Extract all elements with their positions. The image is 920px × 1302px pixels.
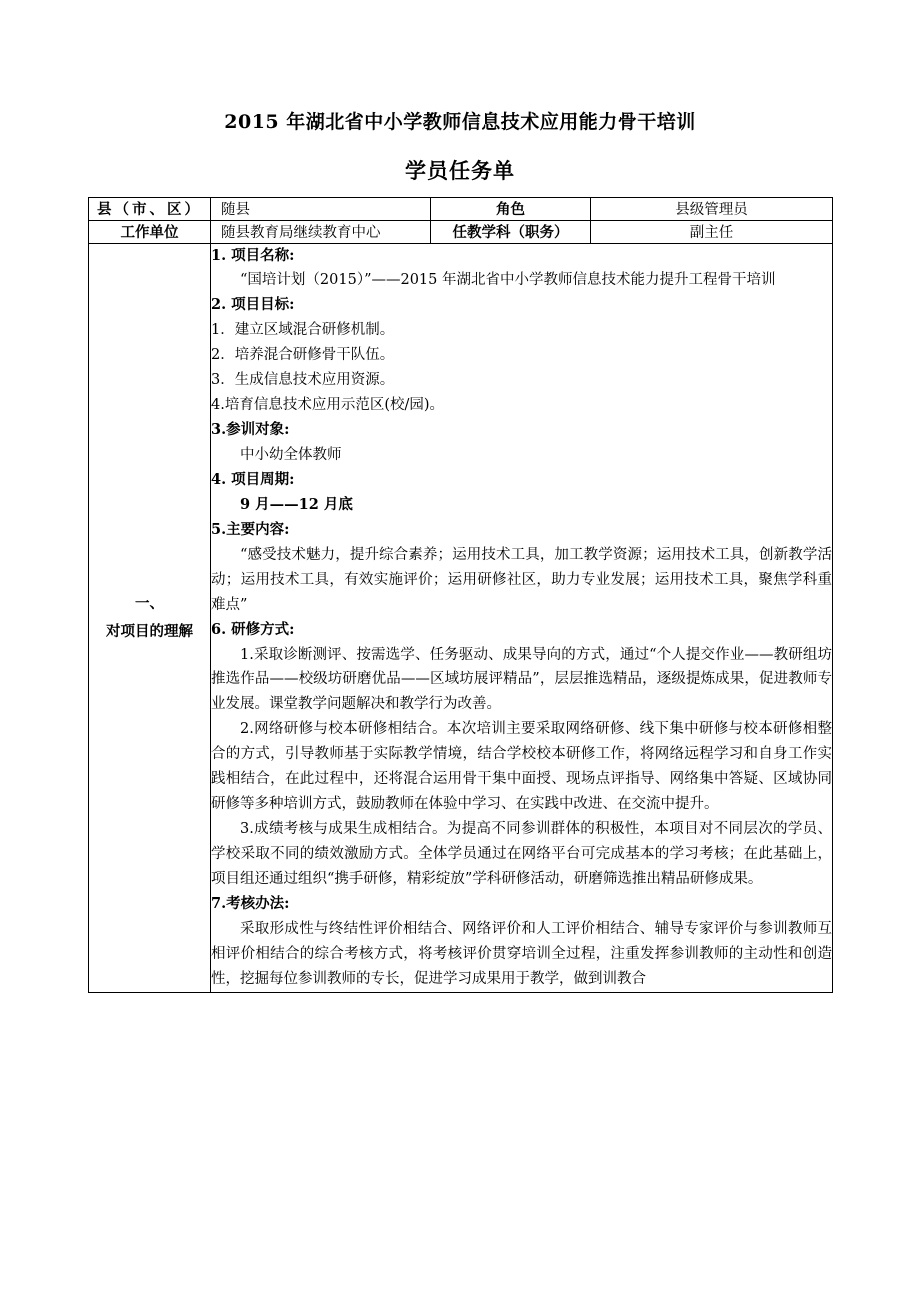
item-text: 1．建立区域混合研修机制。 (211, 322, 395, 339)
section-label-line2: 对项目的理解 (106, 622, 193, 640)
item-text: 中小幼全体教师 (240, 447, 342, 463)
item-heading: 5.主要内容: (211, 520, 290, 538)
section-label-cell (89, 243, 211, 992)
item-heading: 6. 研修方式: (211, 620, 295, 638)
table-row-content (89, 243, 833, 992)
item-text: 4.培育信息技术应用示范区(校/园)。 (211, 397, 445, 414)
work-unit-value: 随县教育局继续教育中心 (211, 220, 431, 243)
document-title-line1: 2015 年湖北省中小学教师信息技术应用能力骨干培训 (224, 111, 696, 133)
item-text: 2．培养混合研修骨干队伍。 (211, 347, 395, 364)
item-heading: 7.考核办法: (211, 894, 290, 912)
item-text: 3．生成信息技术应用资源。 (211, 372, 395, 389)
county-value: 随县 (211, 197, 431, 220)
section-label-line1: 一、 (135, 595, 164, 613)
subject-value: 副主任 (591, 220, 833, 243)
item-heading: 4. 项目周期: (211, 470, 295, 488)
document-title-line2: 学员任务单 (405, 157, 515, 183)
table-row (89, 197, 833, 220)
item-heading: 3.参训对象: (211, 421, 290, 439)
item-heading: 2. 项目目标: (211, 296, 295, 314)
task-sheet-table (88, 197, 833, 993)
item-text: 3.成绩考核与成果生成相结合。为提高不同参训群体的积极性，本项目对不同层次的学员、学校采取不同的绩效激励方式。全体学员通过在网络平台可完成基本的学习考核；在此基础上，项目组还通过组织“携手研修，精彩绽放”学科研修活动，研磨筛选推出精品研修成果。 (211, 821, 832, 887)
role-value: 县级管理员 (591, 197, 833, 220)
work-unit-label: 工作单位 (89, 220, 211, 243)
subject-label: 任教学科（职务） (431, 220, 591, 243)
item-text: 1.采取诊断测评、按需选学、任务驱动、成果导向的方式，通过“个人提交作业——教研组坊推选作品——校级坊研磨优品——区域坊展评精品”，层层推选精品，逐级提炼成果，促进教师专业发展。课堂教学问题解决和教学行为改善。 (211, 646, 832, 713)
item-text: “感受技术魅力，提升综合素养；运用技术工具，加工教学资源；运用技术工具，创新教学活动；运用技术工具，有效实施评价；运用研修社区，助力专业发展；运用技术工具，聚焦学科重难点” (211, 546, 832, 613)
section-content-cell (211, 243, 833, 992)
item-text: 采取形成性与终结性评价相结合、网络评价和人工评价相结合、辅导专家评价与参训教师互相评价相结合的综合考核方式，将考核评价贯穿培训全过程，注重发挥参训教师的主动性和创造性，挖掘每位参训教师的专长，促进学习成果用于教学，做到训教合 (211, 920, 832, 987)
item-text: 9 月——12 月底 (240, 495, 353, 513)
title-block (88, 0, 832, 185)
item-heading: 1. 项目名称: (211, 246, 295, 264)
item-text: “国培计划（2015）”——2015 年湖北省中小学教师信息技术能力提升工程骨干培训 (240, 272, 776, 289)
role-label: 角色 (431, 197, 591, 220)
item-text: 2.网络研修与校本研修相结合。本次培训主要采取网络研修、线下集中研修与校本研修相整合的方式，引导教师基于实际教学情境，结合学校校本研修工作，将网络远程学习和自身工作实践相结合，在此过程中，还将混合运用骨干集中面授、现场点评指导、网络集中答疑、区域协同研修等多种培训方式，鼓励教师在体验中学习、在实践中改进、在交流中提升。 (211, 721, 832, 813)
table-row (89, 220, 833, 243)
county-label: 县（市、区） (89, 197, 211, 220)
